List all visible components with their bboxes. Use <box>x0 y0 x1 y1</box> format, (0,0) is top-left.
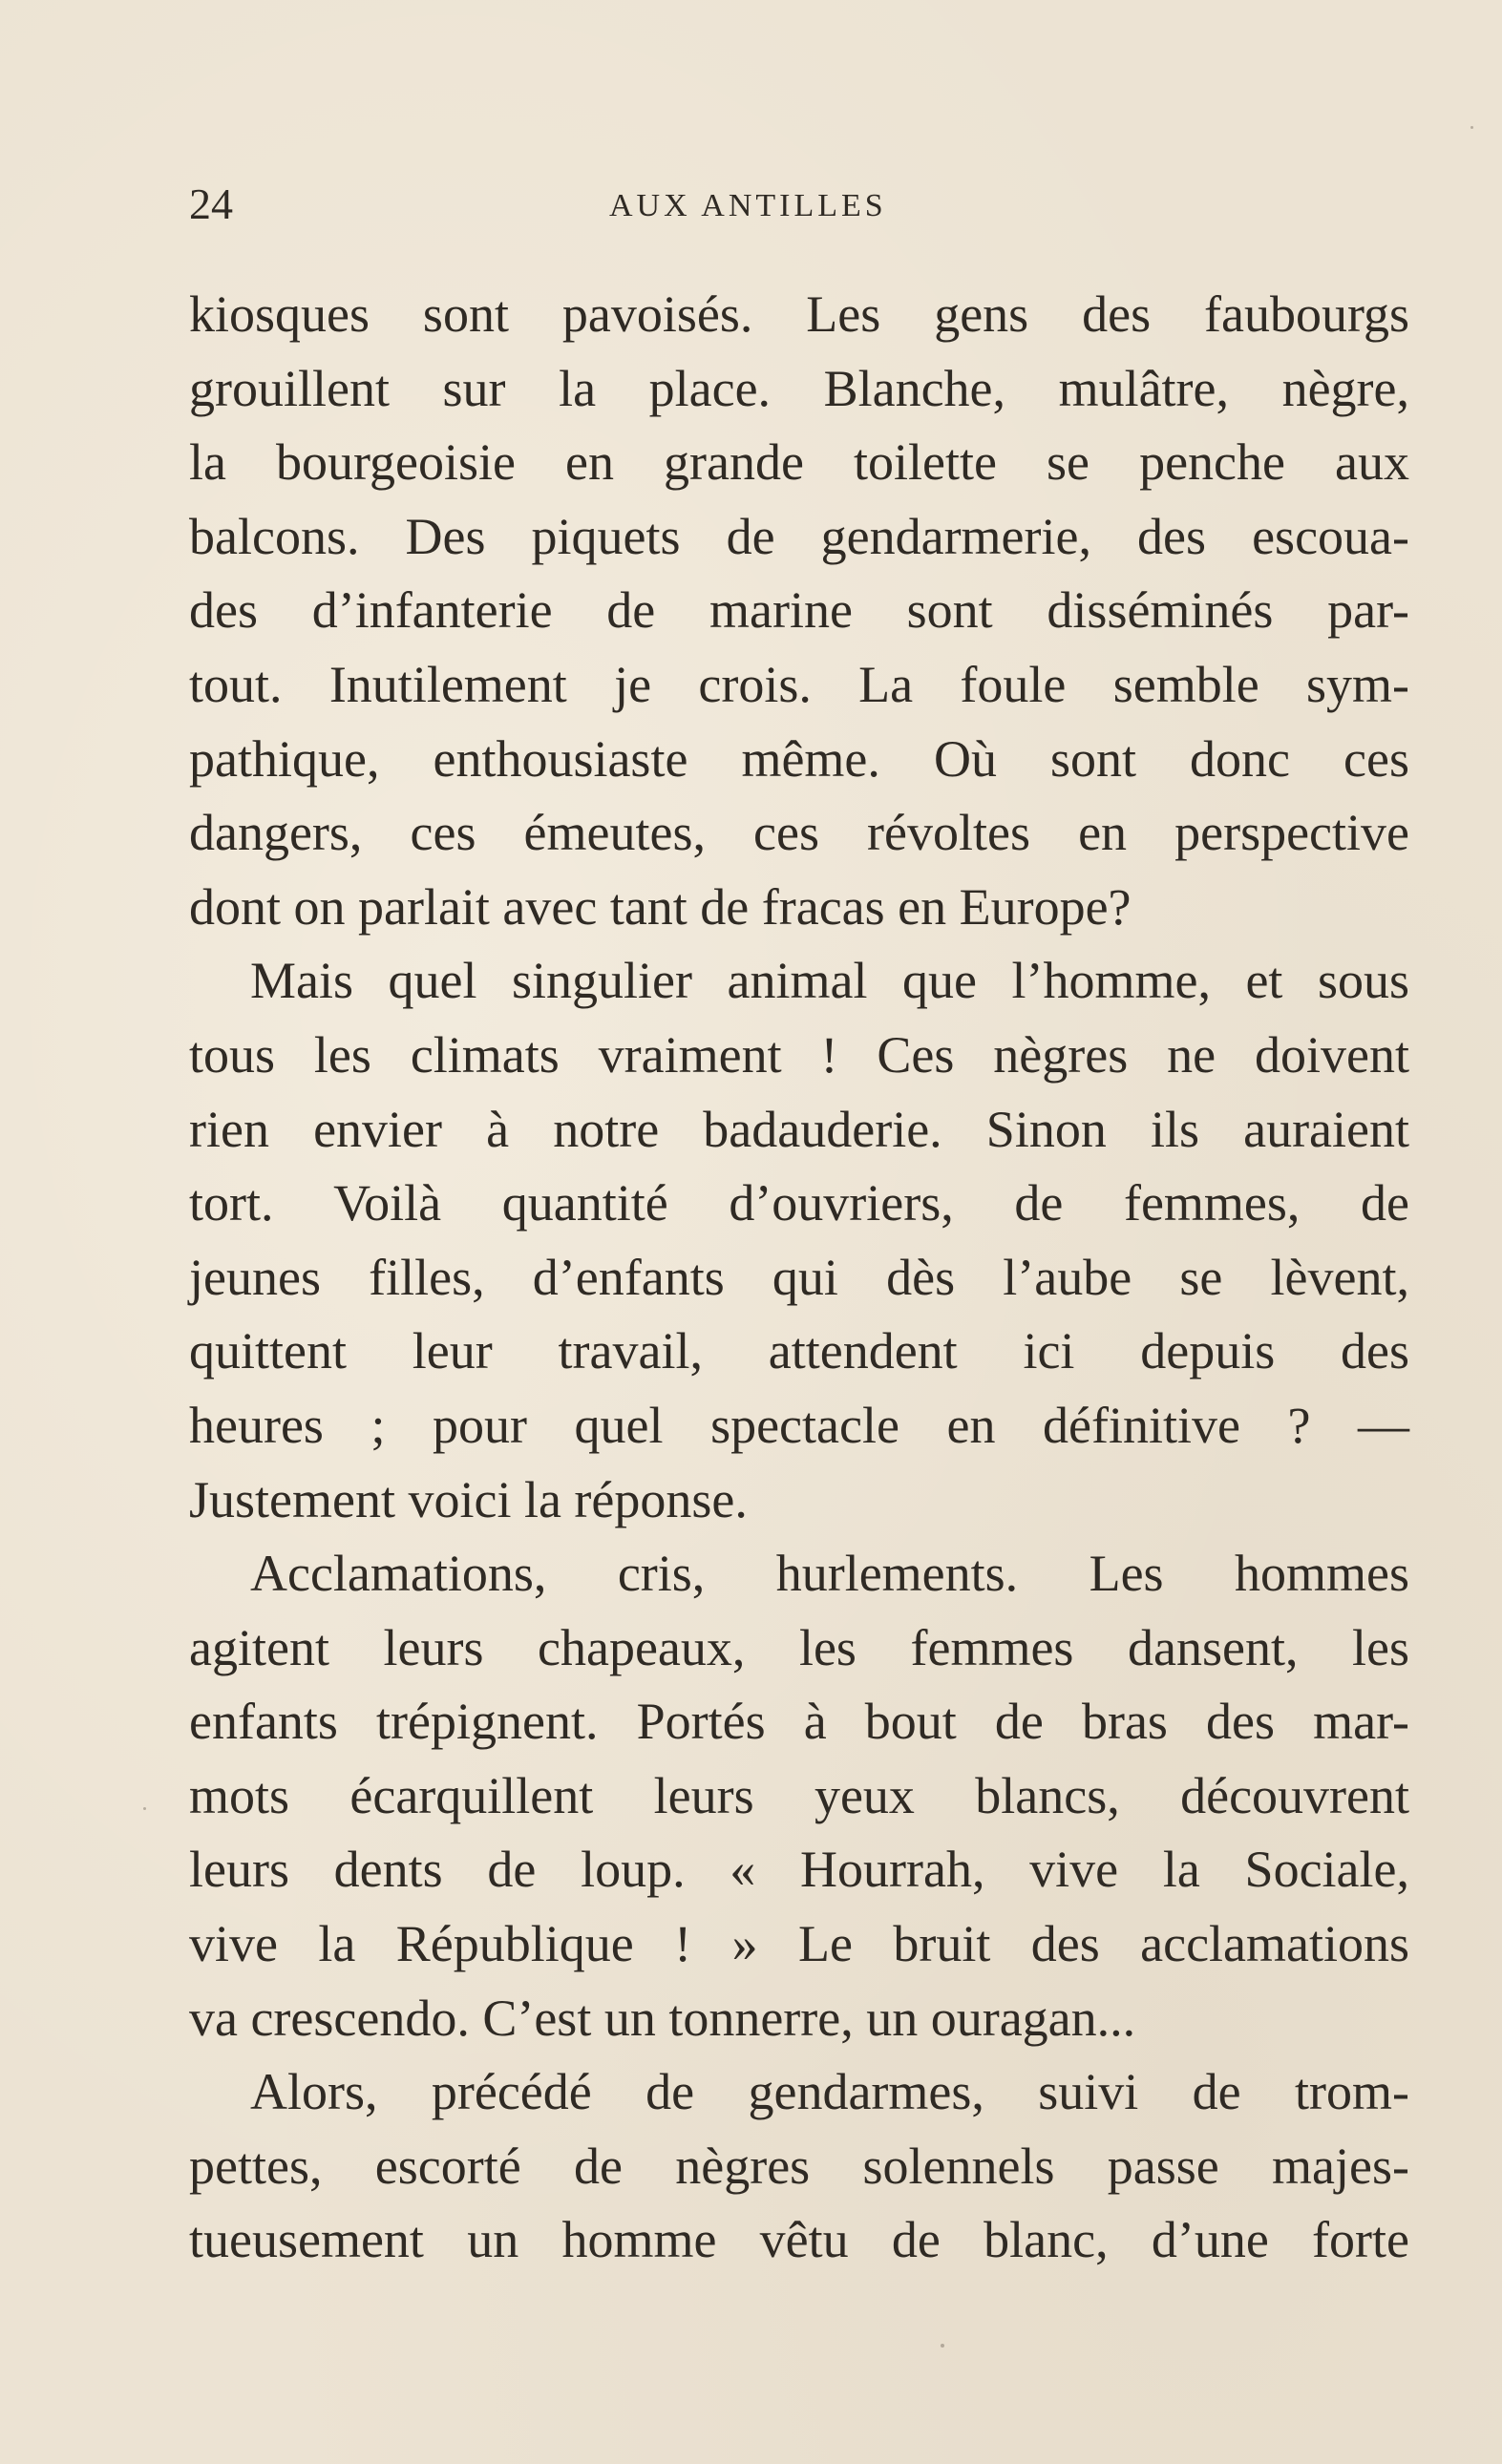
text-line: la bourgeoisie en grande toilette se penche aux <box>189 433 1409 492</box>
paper-speck <box>941 2344 944 2348</box>
text-line: quittent leur travail, attendent ici depuis des <box>189 1322 1409 1380</box>
text-line: des d’infanterie de marine sont disséminés par- <box>189 581 1409 640</box>
paragraph-first-line: Acclamations, cris, hurlements. Les hommes <box>250 1545 1409 1603</box>
paragraph-first-line: Mais quel singulier animal que l’homme, et sous <box>250 952 1409 1010</box>
text-line: vive la République ! » Le bruit des acclamations <box>189 1915 1409 1973</box>
text-line: leurs dents de loup. « Hourrah, vive la Sociale, <box>189 1841 1409 1899</box>
text-line: heures ; pour quel spectacle en définitive ? — <box>189 1396 1409 1454</box>
text-line: tous les climats vraiment ! Ces nègres ne doivent <box>189 1025 1409 1084</box>
text-line: balcons. Des piquets de gendarmerie, des escoua- <box>189 507 1409 565</box>
body-text <box>189 278 1409 2278</box>
running-head <box>189 179 1411 237</box>
text-line: agitent leurs chapeaux, les femmes dansent, les <box>189 1618 1409 1676</box>
text-line: Justement voici la réponse. <box>189 1470 748 1528</box>
paper-speck <box>143 1807 146 1810</box>
text-line: kiosques sont pavoisés. Les gens des faubourgs <box>189 285 1409 343</box>
text-line: tort. Voilà quantité d’ouvriers, de femmes, de <box>189 1174 1409 1232</box>
text-line: va crescendo. C’est un tonnerre, un ouragan... <box>189 1989 1136 2047</box>
text-line: jeunes filles, d’enfants qui dès l’aube se lèvent, <box>189 1248 1409 1306</box>
page-number: 24 <box>189 179 233 228</box>
text-line: tueusement un homme vêtu de blanc, d’une forte <box>189 2211 1409 2269</box>
text-line: pettes, escorté de nègres solennels passe majes- <box>189 2137 1409 2195</box>
text-line: dangers, ces émeutes, ces révoltes en perspective <box>189 804 1409 862</box>
paper-speck <box>1470 126 1473 129</box>
text-line: mots écarquillent leurs yeux blancs, découvrent <box>189 1766 1409 1824</box>
text-line: pathique, enthousiaste même. Où sont donc ces <box>189 729 1409 788</box>
paragraph-first-line: Alors, précédé de gendarmes, suivi de trom- <box>250 2063 1409 2121</box>
text-line: grouillent sur la place. Blanche, mulâtre, nègre, <box>189 359 1409 417</box>
text-line: enfants trépignent. Portés à bout de bras des mar- <box>189 1693 1409 1751</box>
text-line: tout. Inutilement je crois. La foule semble sym- <box>189 655 1409 713</box>
text-line: dont on parlait avec tant de fracas en Europe? <box>189 877 1132 936</box>
running-title: AUX ANTILLES <box>609 188 887 223</box>
text-line: rien envier à notre badauderie. Sinon ils auraient <box>189 1100 1409 1158</box>
